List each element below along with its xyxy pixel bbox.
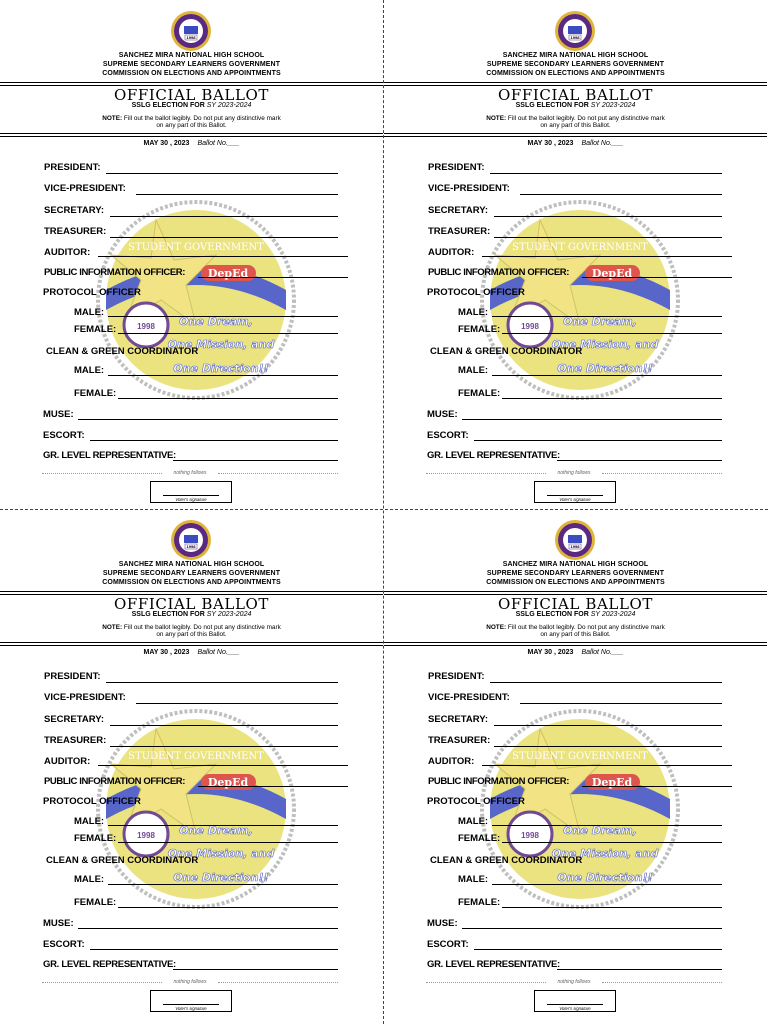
nothing-follows-divider bbox=[426, 979, 722, 985]
secretary-write-in-line[interactable] bbox=[494, 725, 722, 726]
logo-year: 1998 bbox=[570, 35, 580, 40]
header-rule bbox=[384, 645, 767, 646]
secretary-write-in-line[interactable] bbox=[494, 216, 722, 217]
protocol-female-label: FEMALE: bbox=[74, 833, 117, 844]
vice-president-write-in-line[interactable] bbox=[520, 194, 722, 195]
pio-label: PUBLIC INFORMATION OFFICER: bbox=[428, 267, 570, 278]
clean-green-male-label: MALE: bbox=[74, 365, 105, 376]
header-rule bbox=[0, 82, 383, 83]
note-label: NOTE: bbox=[486, 115, 507, 122]
nothing-follows-text: nothing follows bbox=[173, 979, 207, 985]
clean-green-label: CLEAN & GREEN COORDINATOR bbox=[46, 855, 199, 866]
auditor-label: AUDITOR: bbox=[44, 756, 91, 767]
muse-write-in-line[interactable] bbox=[78, 419, 338, 420]
vice-president-label: VICE-PRESIDENT: bbox=[44, 692, 126, 703]
ballot-title: OFFICIAL BALLOT bbox=[113, 86, 270, 104]
secretary-label: SECRETARY: bbox=[44, 714, 104, 725]
election-date: MAY 30 , 2023 bbox=[527, 140, 574, 147]
pio-write-in-line[interactable] bbox=[198, 277, 348, 278]
ballot-title: OFFICIAL BALLOT bbox=[497, 595, 654, 613]
ballot-subtitle bbox=[384, 611, 767, 618]
ballot-number: Ballot No.___ bbox=[581, 140, 624, 147]
auditor-label: AUDITOR: bbox=[428, 756, 475, 767]
clean-green-female-write-in-line[interactable] bbox=[502, 398, 722, 399]
auditor-write-in-line[interactable] bbox=[482, 765, 732, 766]
voter-signature-box[interactable] bbox=[150, 481, 232, 503]
escort-label: ESCORT: bbox=[43, 430, 85, 441]
seal-motto-1: One Dream, bbox=[179, 824, 253, 837]
nothing-follows-text: nothing follows bbox=[557, 470, 591, 476]
grade-rep-write-in-line[interactable] bbox=[557, 460, 722, 461]
header-rule bbox=[384, 591, 767, 592]
escort-label: ESCORT: bbox=[427, 939, 469, 950]
commission-name: COMMISSION ON ELECTIONS AND APPOINTMENTS bbox=[102, 579, 281, 586]
grade-rep-label: GR. LEVEL REPRESENTATIVE: bbox=[427, 450, 560, 461]
protocol-female-write-in-line[interactable] bbox=[118, 842, 338, 843]
president-label: PRESIDENT: bbox=[428, 671, 485, 682]
clean-green-label: CLEAN & GREEN COORDINATOR bbox=[430, 346, 583, 357]
school-name: SANCHEZ MIRA NATIONAL HIGH SCHOOL bbox=[502, 52, 649, 59]
treasurer-label: TREASURER: bbox=[44, 226, 107, 237]
subtitle-school-year: SY 2023-2024 bbox=[206, 102, 252, 109]
header-rule bbox=[0, 645, 383, 646]
clean-green-male-label: MALE: bbox=[458, 365, 489, 376]
election-date: MAY 30 , 2023 bbox=[143, 140, 190, 147]
clean-green-female-write-in-line[interactable] bbox=[118, 907, 338, 908]
seal-top-text: STUDENT GOVERNMENT bbox=[128, 751, 264, 762]
seal-motto-2: One Mission, and bbox=[167, 847, 275, 860]
clean-green-male-write-in-line[interactable] bbox=[492, 884, 722, 885]
seal-top-text: STUDENT GOVERNMENT bbox=[512, 751, 648, 762]
escort-label: ESCORT: bbox=[427, 430, 469, 441]
note-label: NOTE: bbox=[102, 624, 123, 631]
ballot-card bbox=[0, 0, 383, 508]
pio-label: PUBLIC INFORMATION OFFICER: bbox=[428, 776, 570, 787]
school-name: SANCHEZ MIRA NATIONAL HIGH SCHOOL bbox=[118, 561, 265, 568]
pio-write-in-line[interactable] bbox=[198, 786, 348, 787]
protocol-female-label: FEMALE: bbox=[458, 324, 501, 335]
government-name: SUPREME SECONDARY LEARNERS GOVERNMENT bbox=[486, 61, 665, 68]
school-logo bbox=[554, 10, 596, 52]
header-rule bbox=[0, 591, 383, 592]
seal-deped: DepEd bbox=[207, 267, 249, 280]
vice-president-label: VICE-PRESIDENT: bbox=[44, 183, 126, 194]
ballot-title: OFFICIAL BALLOT bbox=[497, 86, 654, 104]
election-date: MAY 30 , 2023 bbox=[527, 649, 574, 656]
pio-label: PUBLIC INFORMATION OFFICER: bbox=[44, 776, 186, 787]
date-line bbox=[0, 649, 383, 656]
commission-name: COMMISSION ON ELECTIONS AND APPOINTMENTS bbox=[486, 70, 665, 77]
seal-motto-2: One Mission, and bbox=[551, 338, 659, 351]
protocol-male-label: MALE: bbox=[74, 307, 105, 318]
seal-deped: DepEd bbox=[591, 267, 633, 280]
ballot-card bbox=[0, 509, 383, 1017]
secretary-write-in-line[interactable] bbox=[110, 725, 338, 726]
treasurer-write-in-line[interactable] bbox=[110, 237, 338, 238]
seal-motto-1: One Dream, bbox=[179, 315, 253, 328]
escort-write-in-line[interactable] bbox=[474, 949, 722, 950]
clean-green-female-write-in-line[interactable] bbox=[118, 398, 338, 399]
signature-label: Voter's signature bbox=[175, 497, 207, 502]
clean-green-male-write-in-line[interactable] bbox=[108, 375, 338, 376]
protocol-male-label: MALE: bbox=[74, 816, 105, 827]
subtitle-election: SSLG ELECTION FOR bbox=[515, 611, 589, 618]
clean-green-male-label: MALE: bbox=[458, 874, 489, 885]
clean-green-label: CLEAN & GREEN COORDINATOR bbox=[430, 855, 583, 866]
protocol-male-write-in-line[interactable] bbox=[108, 825, 338, 826]
voter-signature-box[interactable] bbox=[150, 990, 232, 1012]
government-name: SUPREME SECONDARY LEARNERS GOVERNMENT bbox=[486, 570, 665, 577]
president-label: PRESIDENT: bbox=[44, 671, 101, 682]
pio-write-in-line[interactable] bbox=[582, 786, 732, 787]
muse-write-in-line[interactable] bbox=[78, 928, 338, 929]
sslg-seal-watermark bbox=[96, 200, 296, 400]
header-rule bbox=[0, 133, 383, 134]
president-write-in-line[interactable] bbox=[106, 173, 338, 174]
signature-label: Voter's signature bbox=[559, 497, 591, 502]
subtitle-election: SSLG ELECTION FOR bbox=[131, 102, 205, 109]
secretary-write-in-line[interactable] bbox=[110, 216, 338, 217]
signature-line bbox=[163, 495, 219, 496]
seal-year: 1998 bbox=[521, 322, 539, 331]
president-label: PRESIDENT: bbox=[44, 162, 101, 173]
header-rule bbox=[0, 642, 383, 643]
seal-motto-1: One Dream, bbox=[563, 315, 637, 328]
grade-rep-write-in-line[interactable] bbox=[557, 969, 722, 970]
escort-label: ESCORT: bbox=[43, 939, 85, 950]
pio-write-in-line[interactable] bbox=[582, 277, 732, 278]
seal-year: 1998 bbox=[137, 322, 155, 331]
header-rule bbox=[384, 136, 767, 137]
school-logo bbox=[554, 519, 596, 561]
school-name: SANCHEZ MIRA NATIONAL HIGH SCHOOL bbox=[502, 561, 649, 568]
note-label: NOTE: bbox=[102, 115, 123, 122]
treasurer-write-in-line[interactable] bbox=[494, 746, 722, 747]
protocol-female-write-in-line[interactable] bbox=[502, 333, 722, 334]
nothing-follows-divider bbox=[42, 979, 338, 985]
ballot-number: Ballot No.___ bbox=[197, 140, 240, 147]
treasurer-label: TREASURER: bbox=[44, 735, 107, 746]
subtitle-school-year: SY 2023-2024 bbox=[590, 102, 636, 109]
voter-signature-box[interactable] bbox=[534, 990, 616, 1012]
nothing-follows-divider bbox=[42, 470, 338, 476]
secretary-label: SECRETARY: bbox=[428, 205, 488, 216]
signature-line bbox=[547, 495, 603, 496]
ballot-card bbox=[384, 0, 767, 508]
treasurer-write-in-line[interactable] bbox=[110, 746, 338, 747]
note-text: Fill out the ballot legibly. Do not put any distinctive mark on any part of this Ballot. bbox=[123, 115, 281, 129]
ballot-subtitle bbox=[0, 611, 383, 618]
ballot-note bbox=[100, 624, 283, 638]
protocol-male-write-in-line[interactable] bbox=[492, 825, 722, 826]
vice-president-write-in-line[interactable] bbox=[136, 703, 338, 704]
logo-year: 1998 bbox=[186, 35, 196, 40]
seal-motto-3: One Direction!! bbox=[173, 871, 269, 884]
note-text: Fill out the ballot legibly. Do not put any distinctive mark on any part of this Ballot. bbox=[123, 624, 281, 638]
treasurer-label: TREASURER: bbox=[428, 226, 491, 237]
protocol-female-label: FEMALE: bbox=[74, 324, 117, 335]
school-name: SANCHEZ MIRA NATIONAL HIGH SCHOOL bbox=[118, 52, 265, 59]
date-line bbox=[384, 649, 767, 656]
nothing-follows-text: nothing follows bbox=[557, 979, 591, 985]
auditor-write-in-line[interactable] bbox=[482, 256, 732, 257]
muse-label: MUSE: bbox=[427, 409, 458, 420]
auditor-label: AUDITOR: bbox=[44, 247, 91, 258]
grade-rep-label: GR. LEVEL REPRESENTATIVE: bbox=[43, 959, 176, 970]
commission-name: COMMISSION ON ELECTIONS AND APPOINTMENTS bbox=[486, 579, 665, 586]
vice-president-write-in-line[interactable] bbox=[520, 703, 722, 704]
sslg-seal-watermark bbox=[480, 200, 680, 400]
auditor-write-in-line[interactable] bbox=[98, 765, 348, 766]
protocol-female-write-in-line[interactable] bbox=[502, 842, 722, 843]
seal-deped: DepEd bbox=[591, 776, 633, 789]
nothing-follows-text: nothing follows bbox=[173, 470, 207, 476]
grade-rep-label: GR. LEVEL REPRESENTATIVE: bbox=[43, 450, 176, 461]
ballot-card bbox=[384, 509, 767, 1017]
escort-write-in-line[interactable] bbox=[90, 440, 338, 441]
header-rule bbox=[384, 133, 767, 134]
grade-rep-write-in-line[interactable] bbox=[173, 460, 338, 461]
seal-top-text: STUDENT GOVERNMENT bbox=[128, 242, 264, 253]
seal-top-text: STUDENT GOVERNMENT bbox=[512, 242, 648, 253]
secretary-label: SECRETARY: bbox=[428, 714, 488, 725]
clean-green-label: CLEAN & GREEN COORDINATOR bbox=[46, 346, 199, 357]
nothing-follows-divider bbox=[426, 470, 722, 476]
seal-motto-3: One Direction!! bbox=[557, 871, 653, 884]
government-name: SUPREME SECONDARY LEARNERS GOVERNMENT bbox=[102, 61, 281, 68]
ballot-number: Ballot No.___ bbox=[581, 649, 624, 656]
president-label: PRESIDENT: bbox=[428, 162, 485, 173]
muse-label: MUSE: bbox=[43, 409, 74, 420]
clean-green-female-write-in-line[interactable] bbox=[502, 907, 722, 908]
school-logo bbox=[170, 10, 212, 52]
escort-write-in-line[interactable] bbox=[474, 440, 722, 441]
subtitle-school-year: SY 2023-2024 bbox=[206, 611, 252, 618]
header-rule bbox=[384, 642, 767, 643]
commission-name: COMMISSION ON ELECTIONS AND APPOINTMENTS bbox=[102, 70, 281, 77]
protocol-male-label: MALE: bbox=[458, 816, 489, 827]
ballot-subtitle bbox=[384, 102, 767, 109]
subtitle-election: SSLG ELECTION FOR bbox=[515, 102, 589, 109]
vice-president-label: VICE-PRESIDENT: bbox=[428, 692, 510, 703]
muse-write-in-line[interactable] bbox=[462, 928, 722, 929]
seal-motto-3: One Direction!! bbox=[173, 362, 269, 375]
ballot-note bbox=[100, 115, 283, 129]
auditor-label: AUDITOR: bbox=[428, 247, 475, 258]
signature-line bbox=[547, 1004, 603, 1005]
clean-green-male-write-in-line[interactable] bbox=[108, 884, 338, 885]
logo-year: 1998 bbox=[186, 544, 196, 549]
pio-label: PUBLIC INFORMATION OFFICER: bbox=[44, 267, 186, 278]
vice-president-label: VICE-PRESIDENT: bbox=[428, 183, 510, 194]
note-text: Fill out the ballot legibly. Do not put any distinctive mark on any part of this Ballot. bbox=[507, 115, 665, 129]
secretary-label: SECRETARY: bbox=[44, 205, 104, 216]
muse-label: MUSE: bbox=[427, 918, 458, 929]
seal-deped: DepEd bbox=[207, 776, 249, 789]
treasurer-write-in-line[interactable] bbox=[494, 237, 722, 238]
ballot-note bbox=[484, 115, 667, 129]
grade-rep-write-in-line[interactable] bbox=[173, 969, 338, 970]
signature-label: Voter's signature bbox=[559, 1006, 591, 1011]
clean-green-male-label: MALE: bbox=[74, 874, 105, 885]
clean-green-female-label: FEMALE: bbox=[74, 897, 117, 908]
sslg-seal-watermark bbox=[96, 709, 296, 909]
muse-write-in-line[interactable] bbox=[462, 419, 722, 420]
election-date: MAY 30 , 2023 bbox=[143, 649, 190, 656]
clean-green-female-label: FEMALE: bbox=[458, 897, 501, 908]
note-text: Fill out the ballot legibly. Do not put any distinctive mark on any part of this Ballot. bbox=[507, 624, 665, 638]
protocol-male-write-in-line[interactable] bbox=[492, 316, 722, 317]
seal-year: 1998 bbox=[137, 831, 155, 840]
protocol-officer-label: PROTOCOL OFFICER bbox=[427, 796, 525, 807]
treasurer-label: TREASURER: bbox=[428, 735, 491, 746]
seal-year: 1998 bbox=[521, 831, 539, 840]
sslg-seal-watermark bbox=[480, 709, 680, 909]
subtitle-school-year: SY 2023-2024 bbox=[590, 611, 636, 618]
government-name: SUPREME SECONDARY LEARNERS GOVERNMENT bbox=[102, 570, 281, 577]
signature-line bbox=[163, 1004, 219, 1005]
president-write-in-line[interactable] bbox=[106, 682, 338, 683]
seal-motto-2: One Mission, and bbox=[167, 338, 275, 351]
president-write-in-line[interactable] bbox=[490, 173, 722, 174]
muse-label: MUSE: bbox=[43, 918, 74, 929]
school-logo bbox=[170, 519, 212, 561]
escort-write-in-line[interactable] bbox=[90, 949, 338, 950]
vice-president-write-in-line[interactable] bbox=[136, 194, 338, 195]
date-line bbox=[0, 140, 383, 147]
date-line bbox=[384, 140, 767, 147]
seal-motto-2: One Mission, and bbox=[551, 847, 659, 860]
seal-motto-3: One Direction!! bbox=[557, 362, 653, 375]
protocol-officer-label: PROTOCOL OFFICER bbox=[427, 287, 525, 298]
president-write-in-line[interactable] bbox=[490, 682, 722, 683]
protocol-male-label: MALE: bbox=[458, 307, 489, 318]
clean-green-male-write-in-line[interactable] bbox=[492, 375, 722, 376]
clean-green-female-label: FEMALE: bbox=[458, 388, 501, 399]
protocol-officer-label: PROTOCOL OFFICER bbox=[43, 287, 141, 298]
protocol-officer-label: PROTOCOL OFFICER bbox=[43, 796, 141, 807]
subtitle-election: SSLG ELECTION FOR bbox=[131, 611, 205, 618]
auditor-write-in-line[interactable] bbox=[98, 256, 348, 257]
signature-label: Voter's signature bbox=[175, 1006, 207, 1011]
header-rule bbox=[0, 136, 383, 137]
clean-green-female-label: FEMALE: bbox=[74, 388, 117, 399]
voter-signature-box[interactable] bbox=[534, 481, 616, 503]
protocol-female-write-in-line[interactable] bbox=[118, 333, 338, 334]
header-rule bbox=[384, 82, 767, 83]
logo-year: 1998 bbox=[570, 544, 580, 549]
ballot-note bbox=[484, 624, 667, 638]
protocol-male-write-in-line[interactable] bbox=[108, 316, 338, 317]
ballot-title: OFFICIAL BALLOT bbox=[113, 595, 270, 613]
note-label: NOTE: bbox=[486, 624, 507, 631]
ballot-number: Ballot No.___ bbox=[197, 649, 240, 656]
protocol-female-label: FEMALE: bbox=[458, 833, 501, 844]
seal-motto-1: One Dream, bbox=[563, 824, 637, 837]
ballot-subtitle bbox=[0, 102, 383, 109]
grade-rep-label: GR. LEVEL REPRESENTATIVE: bbox=[427, 959, 560, 970]
